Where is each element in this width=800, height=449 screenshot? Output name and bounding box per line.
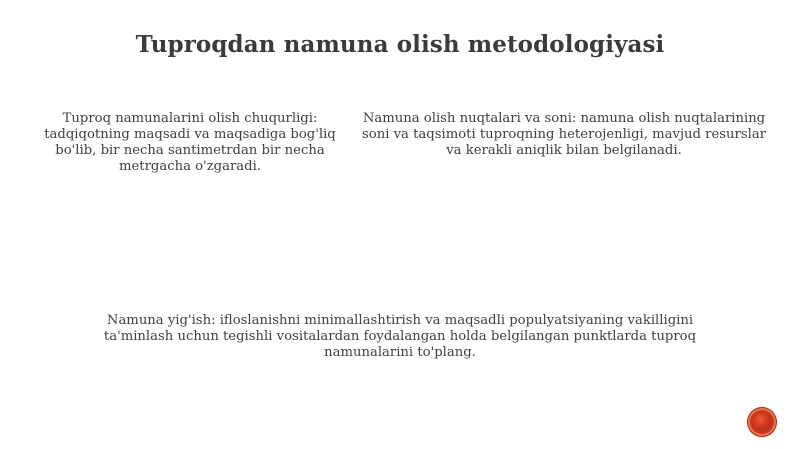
- next-slide-button[interactable]: [748, 408, 776, 436]
- circle-button-icon: [753, 413, 771, 431]
- text-block-points: Namuna olish nuqtalari va soni: namuna olish nuqtalarining soni va taqsimoti tuproqning heterojenligi, mavjud resurslar va kerakli aniqlik bilan belgilanadi.: [362, 111, 766, 158]
- text-block-depth: Tuproq namunalarini olish chuqurligi: tadqiqotning maqsadi va maqsadiga bog'liq bo'lib, bir necha santimetrdan bir necha metrgacha o'zgaradi.: [44, 111, 336, 174]
- text-block-collection: Namuna yig'ish: ifloslanishni minimallashtirish va maqsadli populyatsiyaning vakilligini ta'minlash uchun tegishli vositalardan foydalangan holda belgilangan punktlarda tuproq namunalarini to'plang.: [103, 313, 697, 360]
- slide-title: Tuproqdan namuna olish metodologiyasi: [135, 31, 665, 58]
